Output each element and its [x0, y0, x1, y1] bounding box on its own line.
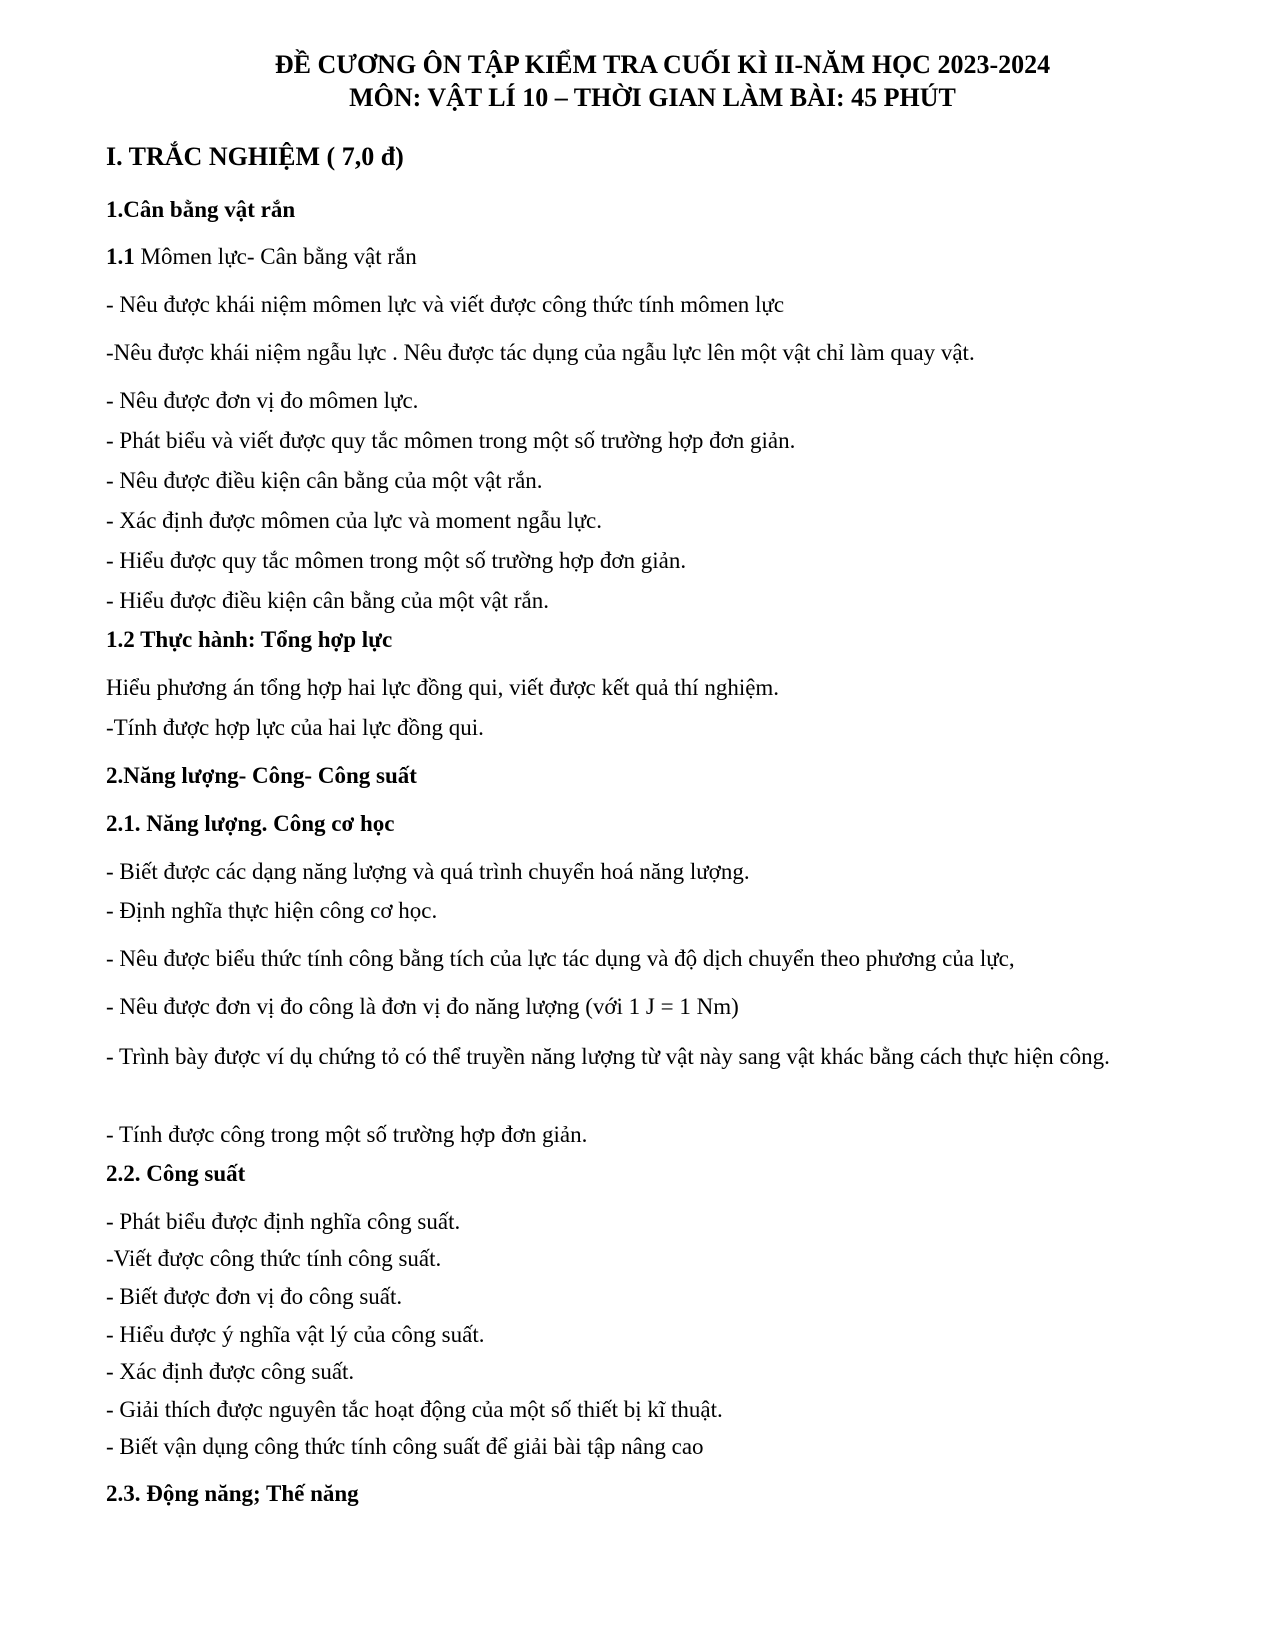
subsection-heading-force-composition: 1.2 Thực hành: Tổng hợp lực	[106, 627, 393, 652]
list-item: - Phát biểu và viết được quy tắc mômen trong một số trường hợp đơn giản.	[106, 428, 796, 453]
list-item: - Biết được các dạng năng lượng và quá trình chuyển hoá năng lượng.	[106, 859, 750, 884]
list-item: - Trình bày được ví dụ chứng tỏ có thể truyền năng lượng từ vật này sang vật khác bằng cách thực hiện công.	[106, 1044, 1110, 1069]
list-item: - Biết vận dụng công thức tính công suất để giải bài tập nâng cao	[106, 1434, 704, 1459]
list-item: - Nêu được biểu thức tính công bằng tích của lực tác dụng và độ dịch chuyển theo phương của lực,	[106, 946, 1015, 971]
subsection-heading-kinetic-potential-energy: 2.3. Động năng; Thế năng	[106, 1481, 359, 1506]
list-item: -Tính được hợp lực của hai lực đồng qui.	[106, 715, 484, 740]
subsection-heading-energy-mechanical-work: 2.1. Năng lượng. Công cơ học	[106, 811, 395, 836]
list-item: - Giải thích được nguyên tắc hoạt động của một số thiết bị kĩ thuật.	[106, 1397, 723, 1422]
list-item: - Định nghĩa thực hiện công cơ học.	[106, 898, 438, 923]
list-item: - Xác định được công suất.	[106, 1359, 355, 1384]
list-item: -Viết được công thức tính công suất.	[106, 1246, 442, 1271]
list-item: - Hiểu được quy tắc mômen trong một số trường hợp đơn giản.	[106, 548, 687, 573]
section-heading-multiple-choice: I. TRẮC NGHIỆM ( 7,0 đ)	[106, 142, 404, 171]
list-item: - Hiểu được điều kiện cân bằng của một vật rắn.	[106, 588, 549, 613]
list-item: - Nêu được khái niệm mômen lực và viết được công thức tính mômen lực	[106, 292, 785, 317]
list-item: - Xác định được mômen của lực và moment ngẫu lực.	[106, 508, 602, 533]
list-item: - Tính được công trong một số trường hợp đơn giản.	[106, 1122, 588, 1147]
part-heading-energy-work-power: 2.Năng lượng- Công- Công suất	[106, 763, 417, 788]
subsection-heading-power: 2.2. Công suất	[106, 1161, 246, 1186]
list-item: -Nêu được khái niệm ngẫu lực . Nêu được tác dụng của ngẫu lực lên một vật chỉ làm quay vật.	[106, 340, 975, 365]
list-item: - Nêu được đơn vị đo công là đơn vị đo năng lượng (với 1 J = 1 Nm)	[106, 994, 739, 1019]
subsection-number: 1.1	[106, 244, 135, 269]
part-heading-rigid-body-equilibrium: 1.Cân bằng vật rắn	[106, 197, 296, 222]
list-item: - Nêu được đơn vị đo mômen lực.	[106, 388, 419, 413]
subsection-heading-torque	[106, 243, 417, 271]
document-title-line1: ĐỀ CƯƠNG ÔN TẬP KIỂM TRA CUỐI KÌ II-NĂM HỌC 2023-2024	[274, 50, 1051, 79]
list-item: - Hiểu được ý nghĩa vật lý của công suất.	[106, 1322, 485, 1347]
list-item: - Biết được đơn vị đo công suất.	[106, 1284, 403, 1309]
document-title-line2: MÔN: VẬT LÍ 10 – THỜI GIAN LÀM BÀI: 45 PHÚT	[349, 83, 956, 112]
list-item: Hiểu phương án tổng hợp hai lực đồng qui, viết được kết quả thí nghiệm.	[106, 675, 780, 700]
list-item: - Nêu được điều kiện cân bằng của một vật rắn.	[106, 468, 543, 493]
list-item: - Phát biểu được định nghĩa công suất.	[106, 1209, 461, 1234]
subsection-title: Mômen lực- Cân bằng vật rắn	[134, 244, 417, 269]
